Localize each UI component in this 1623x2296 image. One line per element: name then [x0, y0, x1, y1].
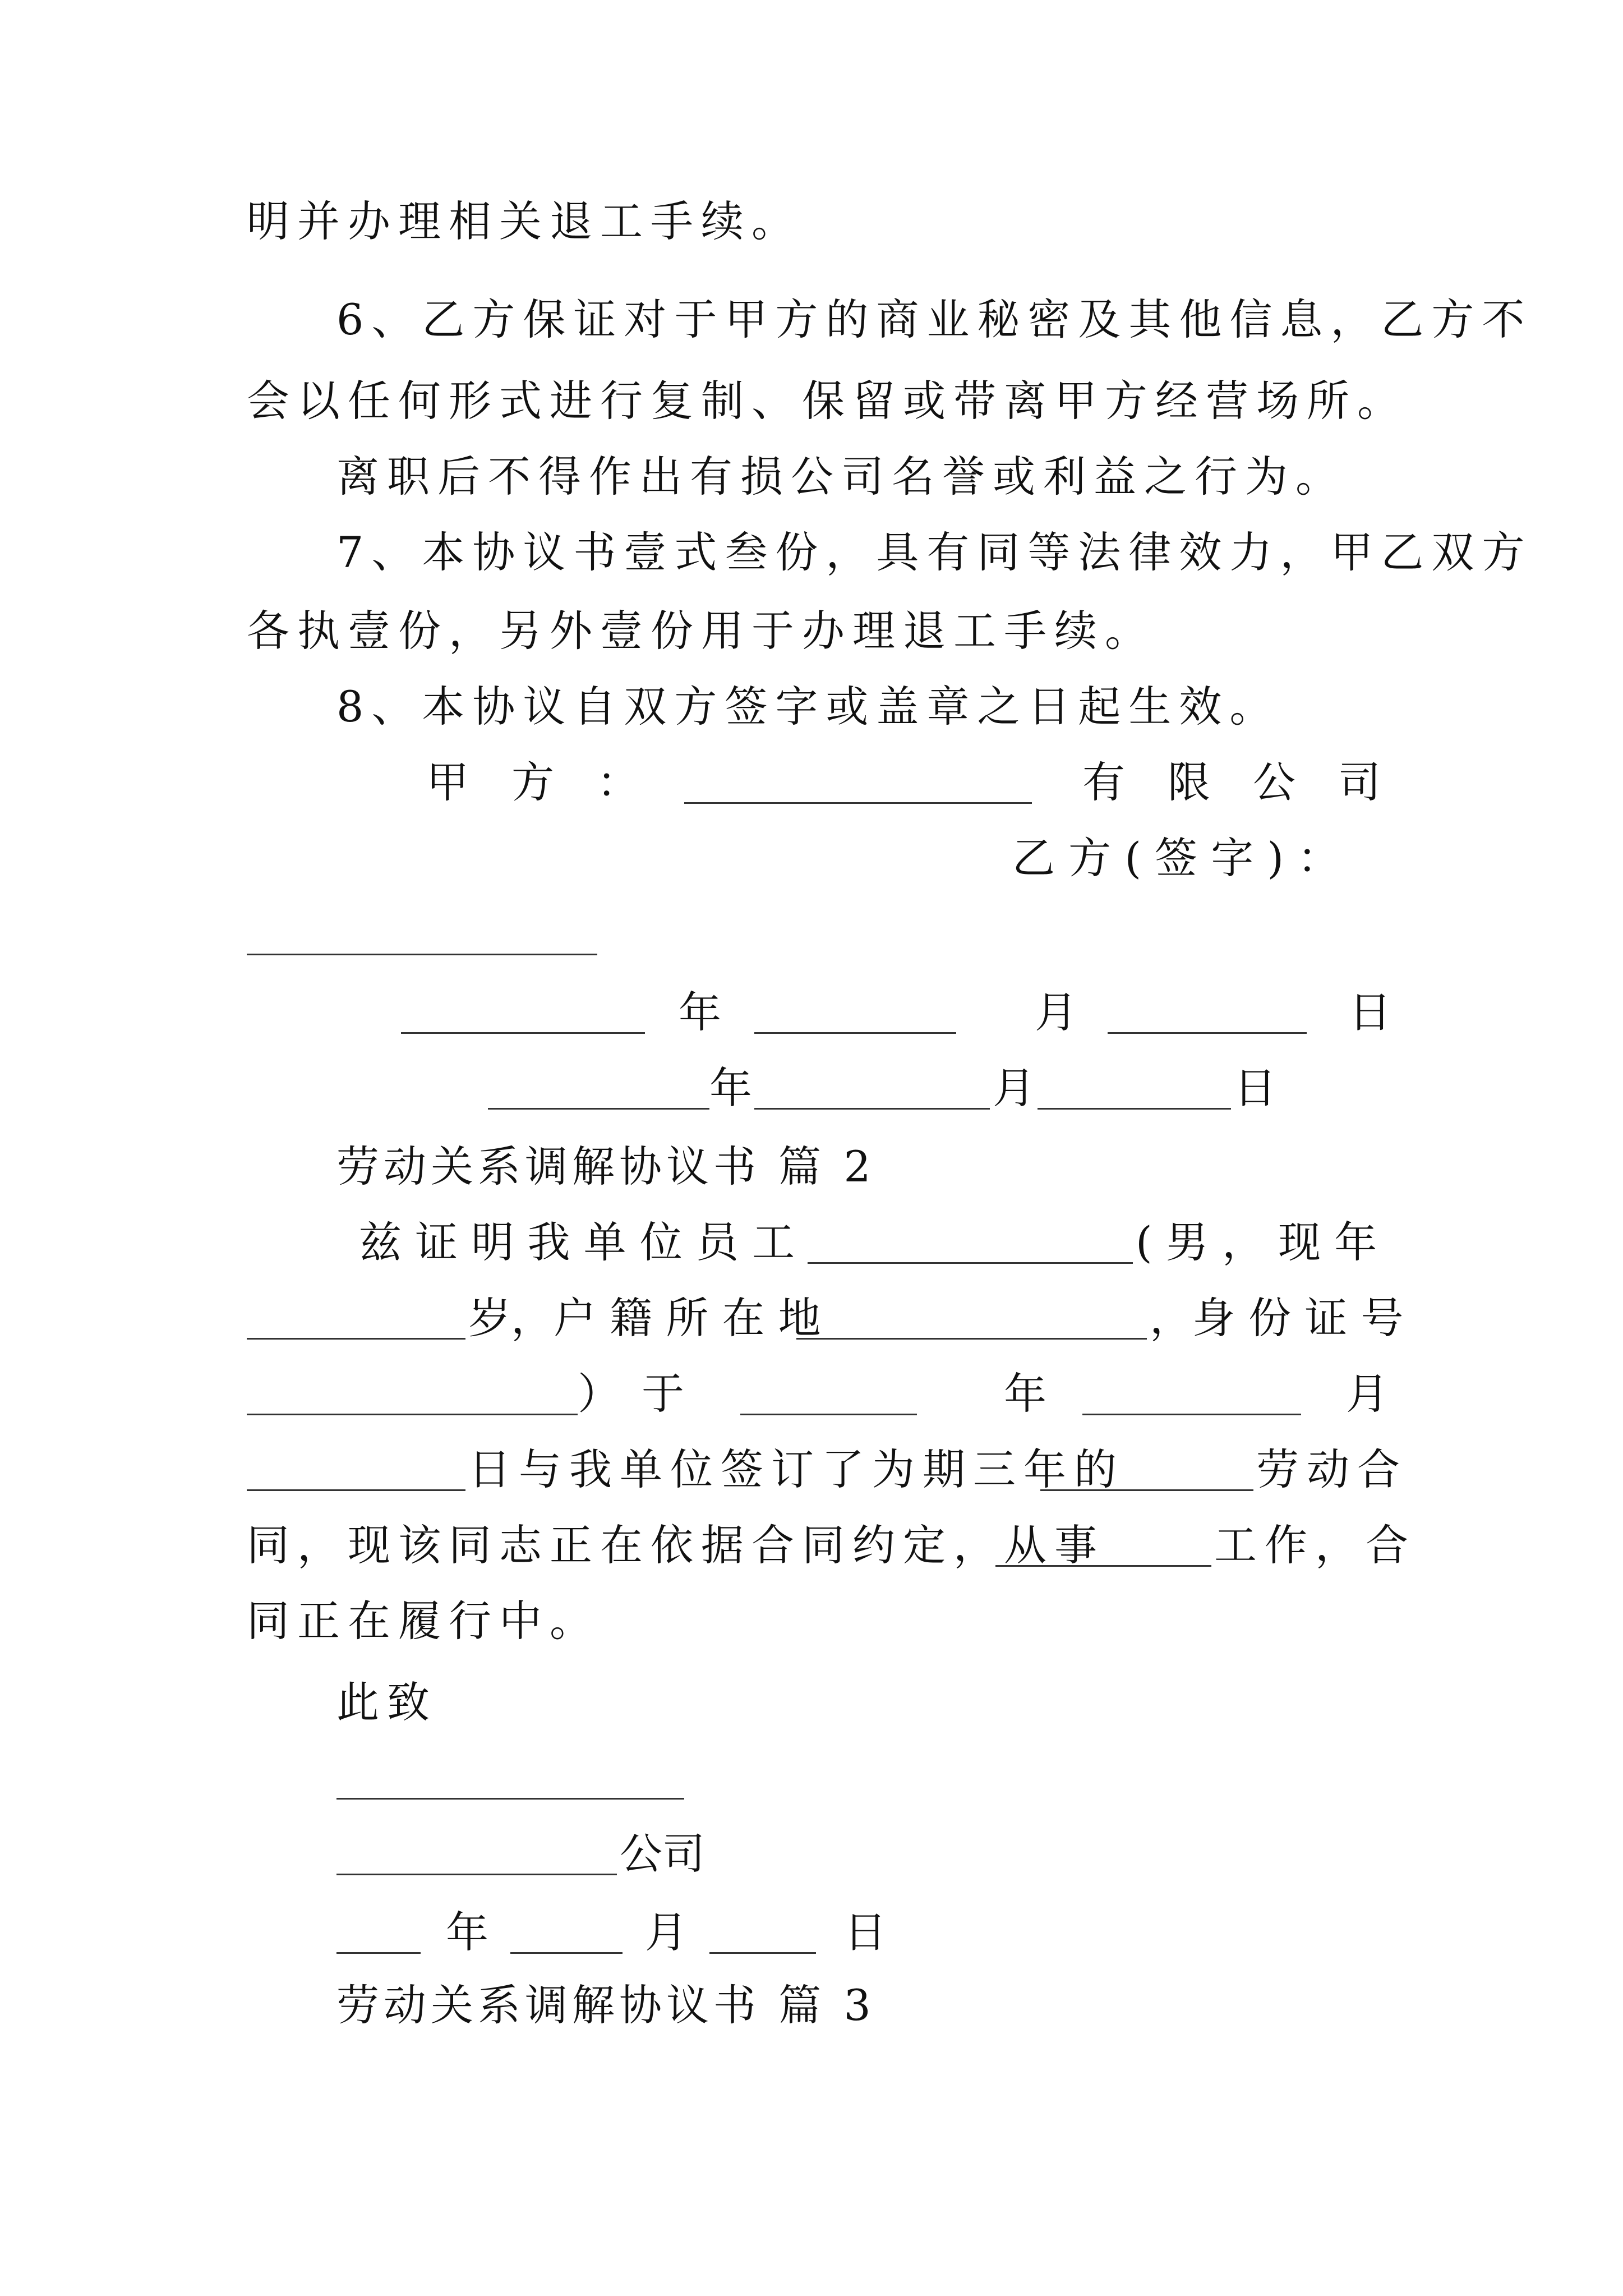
year-label: 年	[709, 1063, 752, 1113]
month-label: 月	[993, 1063, 1035, 1113]
paragraph-text: 明并办理相关退工手续。	[247, 196, 802, 246]
section-title-2: 劳动关系调解协议书 篇 2	[336, 1142, 875, 1191]
month-blank	[1082, 1414, 1301, 1415]
day-label: 日	[1234, 1063, 1276, 1113]
day-label: 日	[1349, 987, 1391, 1037]
cert-line-1-text: 兹 证 明 我 单 位 员 工	[359, 1217, 795, 1267]
cert-line-3-text: ） 于	[578, 1369, 684, 1419]
day-blank	[1108, 1032, 1307, 1034]
month-blank	[510, 1952, 623, 1954]
day-blank	[709, 1952, 816, 1954]
year-blank	[740, 1414, 917, 1415]
cert-line-5-text: 同，现该同志正在依据合同约定，从事	[247, 1520, 1105, 1570]
cert-line-6: 同正在履行中。	[247, 1596, 600, 1646]
company-name-blank	[684, 802, 1032, 804]
cert-line-4-suffix: 劳动合	[1256, 1444, 1408, 1494]
year-label: 年	[446, 1907, 488, 1957]
month-label: 月	[645, 1907, 688, 1957]
year-blank	[401, 1032, 645, 1034]
day-blank	[247, 1489, 465, 1491]
section-title-3: 劳动关系调解协议书 篇 3	[336, 1980, 875, 2030]
id-number-blank	[247, 1414, 578, 1415]
recipient-blank	[336, 1798, 684, 1800]
month-label: 月	[1346, 1369, 1389, 1419]
month-blank	[754, 1032, 956, 1034]
month-blank	[754, 1108, 990, 1110]
clause-6-line-1: 6、乙方保证对于甲方的商业秘密及其他信息，乙方不	[336, 295, 1533, 344]
year-label: 年	[679, 987, 721, 1037]
clause-7-line-1: 7、本协议书壹式叁份，具有同等法律效力，甲乙双方	[336, 527, 1533, 577]
year-blank	[336, 1952, 421, 1954]
job-blank	[995, 1565, 1211, 1567]
year-label: 年	[1004, 1369, 1046, 1419]
month-label: 月	[1035, 987, 1077, 1037]
company-suffix: 公司	[620, 1829, 705, 1879]
day-blank	[1038, 1108, 1231, 1110]
year-blank	[488, 1108, 709, 1110]
cert-line-2-suffix: ，身 份 证 号	[1150, 1293, 1404, 1343]
closing-text: 此致	[336, 1677, 437, 1727]
cert-line-1-suffix: ( 男 ， 现 年	[1136, 1217, 1377, 1267]
cert-line-5-suffix: 工作，合	[1214, 1520, 1416, 1570]
cert-line-2-text: 岁，户 籍 所 在 地	[468, 1293, 821, 1343]
paragraph-text: 离职后不得作出有损公司名誉或利益之行为。	[336, 452, 1346, 501]
company-suffix-label: 有 限 公 司	[1082, 757, 1381, 807]
clause-6-line-2: 会以任何形式进行复制、保留或带离甲方经营场所。	[247, 376, 1408, 426]
clause-7-line-2: 各执壹份，另外壹份用于办理退工手续。	[247, 606, 1155, 656]
company-name-blank	[336, 1874, 617, 1875]
contract-type-blank	[1040, 1489, 1253, 1491]
clause-8: 8、本协议自双方签字或盖章之日起生效。	[336, 682, 1280, 731]
party-b-label: 乙 方 ( 签 字 ) ：	[1012, 833, 1340, 883]
employee-name-blank	[808, 1262, 1133, 1264]
age-blank	[247, 1338, 465, 1340]
party-a-label: 甲 方 ：	[426, 757, 639, 807]
signature-blank	[247, 954, 597, 955]
residence-blank	[796, 1338, 1147, 1340]
cert-line-4-text: 日与我单位签订了为期三年的	[468, 1444, 1124, 1494]
day-label: 日	[844, 1907, 887, 1957]
